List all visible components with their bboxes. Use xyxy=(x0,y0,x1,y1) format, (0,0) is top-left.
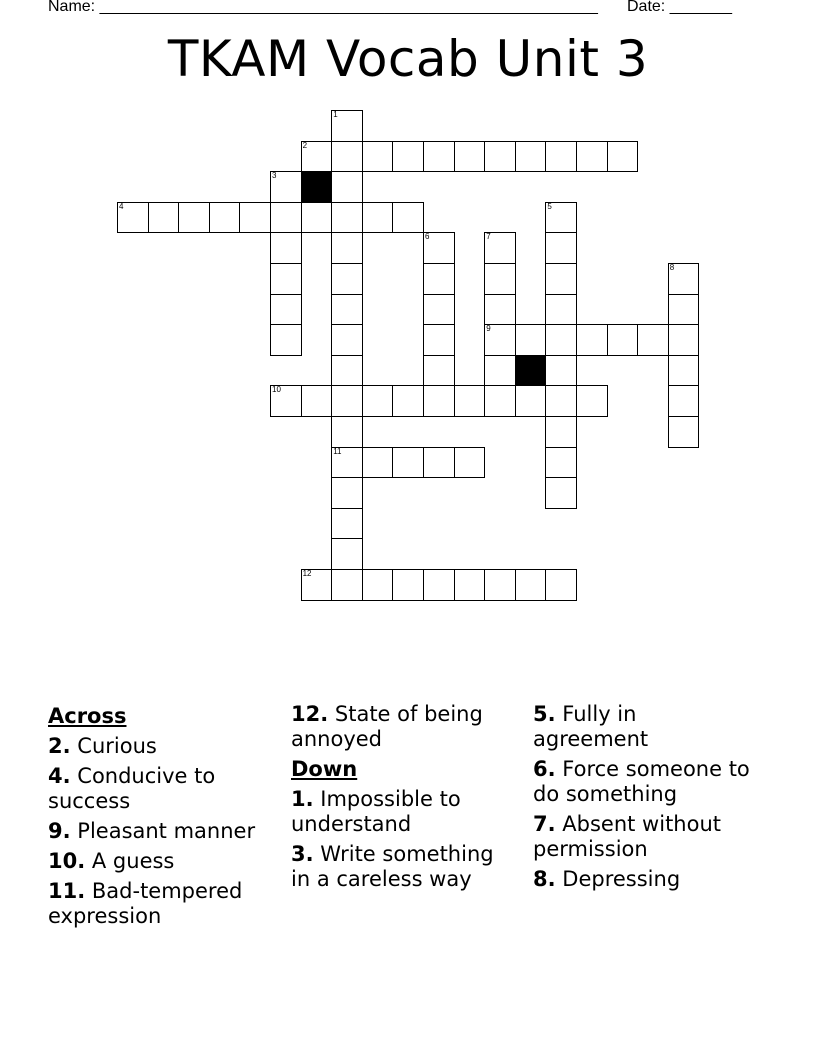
clue-text: Absent without permission xyxy=(533,812,722,861)
grid-cell[interactable] xyxy=(484,355,516,387)
clue-number: 9. xyxy=(48,819,71,843)
clue-number: 8. xyxy=(533,867,556,891)
clue-number: 6. xyxy=(533,757,556,781)
grid-cell[interactable] xyxy=(545,202,577,234)
grid-cell[interactable] xyxy=(362,447,394,479)
grid-cell[interactable] xyxy=(454,569,486,601)
clue-number: 11. xyxy=(48,879,86,903)
grid-cell[interactable] xyxy=(668,294,700,326)
grid-cell[interactable] xyxy=(515,569,547,601)
clues-column-3 xyxy=(533,702,758,897)
grid-cell[interactable] xyxy=(239,202,271,234)
grid-cell[interactable] xyxy=(423,232,455,264)
clue-text: Conducive to success xyxy=(48,764,216,813)
clue-text: Write something in a careless way xyxy=(291,842,494,891)
grid-cell[interactable] xyxy=(545,232,577,264)
clue-across-9 xyxy=(48,819,273,844)
name-field-label: Name: ________________________________________________________ xyxy=(48,0,598,15)
cell-number: 3 xyxy=(272,171,277,181)
clue-number: 3. xyxy=(291,842,314,866)
grid-cell[interactable] xyxy=(668,355,700,387)
clues-column-2 xyxy=(291,702,516,897)
cell-number: 1 xyxy=(333,110,338,119)
clue-down-6 xyxy=(533,757,758,807)
grid-cell[interactable] xyxy=(331,324,363,356)
grid-cell[interactable] xyxy=(331,569,363,601)
clue-text: Fully in agreement xyxy=(533,702,649,751)
date-field-label: Date: _______ xyxy=(627,0,732,15)
clue-across-2 xyxy=(48,734,273,759)
clue-across-10 xyxy=(48,849,273,874)
grid-cell[interactable] xyxy=(668,263,700,295)
grid-cell[interactable] xyxy=(668,416,700,448)
clue-number: 2. xyxy=(48,734,71,758)
grid-cell[interactable] xyxy=(148,202,180,234)
page-title: TKAM Vocab Unit 3 xyxy=(167,30,649,88)
grid-cell[interactable] xyxy=(392,385,424,417)
grid-cell[interactable] xyxy=(331,294,363,326)
grid-cell[interactable] xyxy=(545,385,577,417)
grid-cell[interactable] xyxy=(545,294,577,326)
black-square xyxy=(515,355,547,387)
grid-cell[interactable] xyxy=(331,477,363,509)
clue-number: 1. xyxy=(291,787,314,811)
clue-down-1 xyxy=(291,787,516,837)
grid-cell[interactable] xyxy=(545,477,577,509)
cell-number: 11 xyxy=(333,446,342,456)
cell-number: 10 xyxy=(272,385,281,395)
grid-cell[interactable] xyxy=(270,385,302,417)
grid-cell[interactable] xyxy=(515,324,547,356)
clue-number: 4. xyxy=(48,764,71,788)
clue-across-12 xyxy=(291,702,516,752)
grid-cell[interactable] xyxy=(331,416,363,448)
grid-cell[interactable] xyxy=(423,141,455,173)
grid-cell[interactable] xyxy=(301,569,333,601)
grid-cell[interactable] xyxy=(301,202,333,234)
clue-text: Bad-tempered expression xyxy=(48,879,243,928)
cell-number: 5 xyxy=(547,201,552,211)
grid-cell[interactable] xyxy=(423,294,455,326)
cell-number: 2 xyxy=(302,140,308,150)
grid-cell[interactable] xyxy=(362,385,394,417)
grid-cell[interactable] xyxy=(576,141,608,173)
clue-text: A guess xyxy=(91,849,175,873)
grid-cell[interactable] xyxy=(392,141,424,173)
clue-text: Curious xyxy=(77,734,157,758)
grid-cell[interactable] xyxy=(209,202,241,234)
grid-cell[interactable] xyxy=(454,385,486,417)
grid-cell[interactable] xyxy=(607,141,639,173)
grid-cell[interactable] xyxy=(331,355,363,387)
down-heading: Down xyxy=(291,757,358,781)
grid-cell[interactable] xyxy=(270,232,302,264)
grid-cell[interactable] xyxy=(331,232,363,264)
cell-number: 8 xyxy=(669,263,675,272)
cell-number: 9 xyxy=(486,324,491,334)
clue-number: 7. xyxy=(533,812,556,836)
clue-text: State of being annoyed xyxy=(291,702,483,751)
grid-cell[interactable] xyxy=(362,569,394,601)
grid-cell[interactable] xyxy=(545,416,577,448)
grid-cell[interactable] xyxy=(668,324,700,356)
grid-cell[interactable] xyxy=(301,141,333,173)
grid-cell[interactable] xyxy=(484,569,516,601)
grid-cell[interactable] xyxy=(270,263,302,295)
clue-number: 5. xyxy=(533,702,556,726)
grid-cell[interactable] xyxy=(270,324,302,356)
grid-cell[interactable] xyxy=(178,202,210,234)
grid-cell[interactable] xyxy=(454,447,486,479)
clue-number: 10. xyxy=(48,849,86,873)
grid-cell[interactable] xyxy=(392,202,424,234)
grid-cell[interactable] xyxy=(576,324,608,356)
grid-cell[interactable] xyxy=(331,171,363,203)
grid-cell[interactable] xyxy=(270,171,302,203)
grid-cell[interactable] xyxy=(454,141,486,173)
clue-across-4 xyxy=(48,764,273,814)
grid-cell[interactable] xyxy=(484,141,516,173)
grid-cell[interactable] xyxy=(484,324,516,356)
grid-cell[interactable] xyxy=(423,385,455,417)
grid-cell[interactable] xyxy=(668,385,700,417)
grid-cell[interactable] xyxy=(331,263,363,295)
grid-cell[interactable] xyxy=(423,324,455,356)
grid-cell[interactable] xyxy=(362,141,394,173)
grid-cell[interactable] xyxy=(423,447,455,479)
grid-cell[interactable] xyxy=(484,263,516,295)
clue-text: Pleasant manner xyxy=(77,819,256,843)
grid-cell[interactable] xyxy=(515,141,547,173)
grid-cell[interactable] xyxy=(484,385,516,417)
clue-down-7 xyxy=(533,812,758,862)
grid-cell[interactable] xyxy=(607,324,639,356)
grid-cell[interactable] xyxy=(392,447,424,479)
cell-number: 12 xyxy=(302,569,312,578)
grid-cell[interactable] xyxy=(392,569,424,601)
clues-column-1 xyxy=(48,702,273,934)
grid-cell[interactable] xyxy=(545,355,577,387)
black-square xyxy=(301,171,333,203)
grid-cell[interactable] xyxy=(423,263,455,295)
clue-text: Force someone to do something xyxy=(533,757,750,806)
grid-cell[interactable] xyxy=(637,324,669,356)
grid-cell[interactable] xyxy=(423,569,455,601)
grid-cell[interactable] xyxy=(270,294,302,326)
clue-down-3 xyxy=(291,842,516,892)
grid-cell[interactable] xyxy=(423,355,455,387)
grid-cell[interactable] xyxy=(545,324,577,356)
clue-down-8 xyxy=(533,867,758,892)
across-heading: Across xyxy=(48,704,127,728)
grid-cell[interactable] xyxy=(545,569,577,601)
cell-number: 6 xyxy=(425,232,430,242)
clue-down-5 xyxy=(533,702,758,752)
grid-cell[interactable] xyxy=(331,141,363,173)
grid-cell[interactable] xyxy=(545,141,577,173)
grid-cell[interactable] xyxy=(576,385,608,417)
grid-cell[interactable] xyxy=(545,263,577,295)
clue-number: 12. xyxy=(291,702,329,726)
grid-cell[interactable] xyxy=(545,447,577,479)
clue-across-11 xyxy=(48,879,273,929)
grid-cell[interactable] xyxy=(331,202,363,234)
grid-cell[interactable] xyxy=(331,447,363,479)
clue-text: Impossible to understand xyxy=(291,787,461,836)
grid-cell[interactable] xyxy=(515,385,547,417)
grid-cell[interactable] xyxy=(331,508,363,540)
clue-text: Depressing xyxy=(562,867,681,891)
cell-number: 7 xyxy=(486,232,491,242)
grid-cell[interactable] xyxy=(484,294,516,326)
grid-cell[interactable] xyxy=(117,202,149,234)
grid-cell[interactable] xyxy=(362,202,394,234)
grid-cell[interactable] xyxy=(270,202,302,234)
grid-cell[interactable] xyxy=(331,385,363,417)
grid-cell[interactable] xyxy=(484,232,516,264)
grid-cell[interactable] xyxy=(331,538,363,570)
grid-cell[interactable] xyxy=(301,385,333,417)
cell-number: 4 xyxy=(119,201,124,211)
grid-cell[interactable] xyxy=(331,110,363,142)
